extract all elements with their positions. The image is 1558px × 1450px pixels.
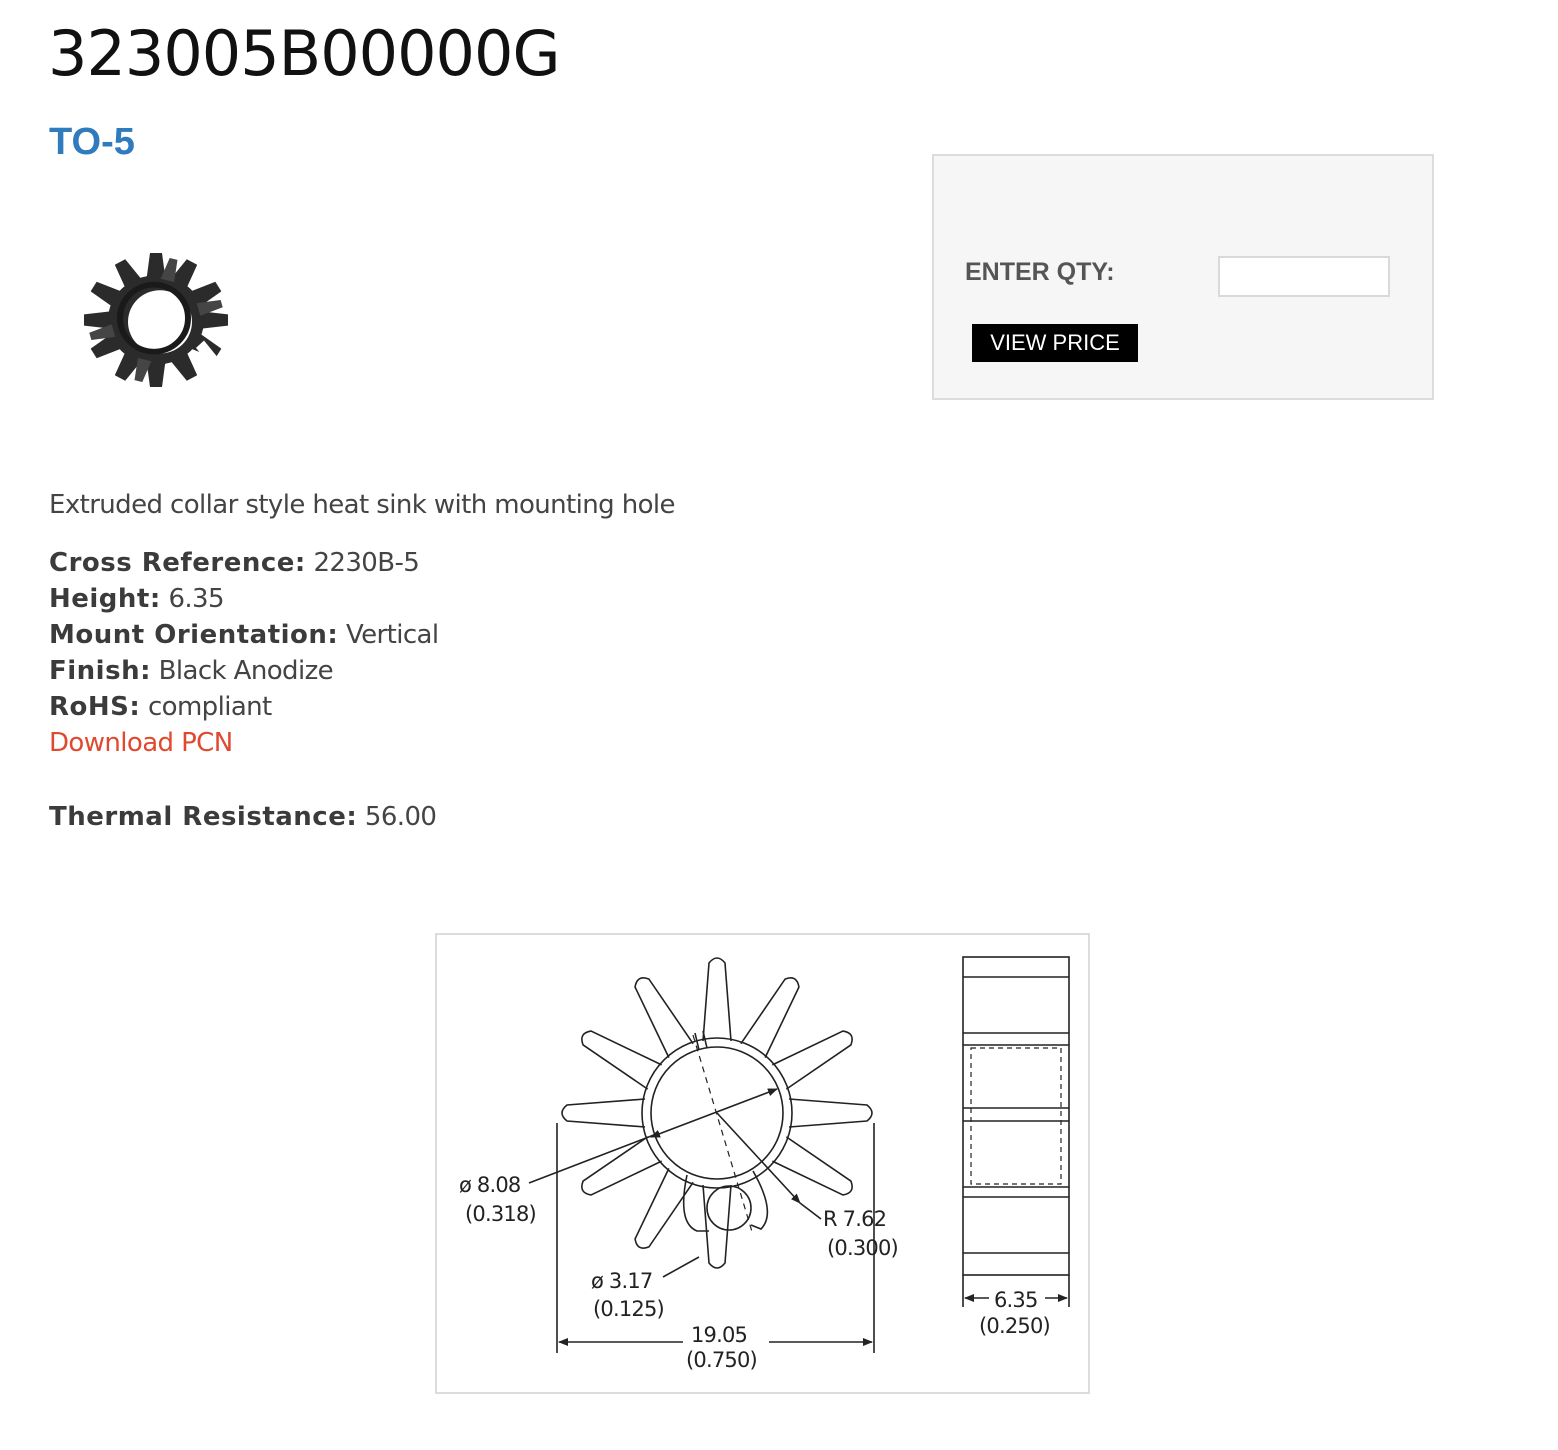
dim-hole-dia-in: (0.125)	[593, 1297, 664, 1321]
spec-value: 6.35	[168, 584, 224, 614]
spec-label: Mount Orientation:	[49, 620, 339, 650]
spec-value: Vertical	[345, 620, 439, 650]
spec-value: Black Anodize	[158, 656, 334, 686]
spec-value: 56.00	[364, 802, 437, 832]
dim-width-in: (0.750)	[686, 1348, 757, 1372]
spec-thermal-resistance	[49, 799, 436, 835]
dim-collar-dia-in: (0.318)	[465, 1202, 536, 1226]
dim-height: 6.35	[994, 1288, 1038, 1312]
technical-drawing-svg	[437, 935, 1092, 1396]
heat-sink-photo	[48, 206, 268, 431]
part-number-title: 323005B00000G	[48, 17, 560, 90]
spec-rohs	[49, 689, 439, 725]
spec-label: RoHS:	[49, 692, 141, 722]
dim-radius-in: (0.300)	[827, 1236, 898, 1260]
download-pcn-link[interactable]: Download PCN	[49, 728, 233, 758]
spec-list	[49, 545, 439, 761]
product-description: Extruded collar style heat sink with mounting hole	[49, 490, 675, 520]
spec-value: 2230B-5	[313, 548, 420, 578]
spec-label: Height:	[49, 584, 161, 614]
package-type: TO-5	[49, 121, 135, 163]
dim-collar-dia: ø 8.08	[459, 1173, 521, 1197]
download-row	[49, 725, 439, 761]
spec-label: Finish:	[49, 656, 151, 686]
spec-value: compliant	[147, 692, 272, 722]
qty-label: ENTER QTY:	[965, 258, 1115, 286]
dim-height-in: (0.250)	[979, 1314, 1050, 1338]
spec-mount-orientation	[49, 617, 439, 653]
spec-cross-reference	[49, 545, 439, 581]
dim-radius: R 7.62	[823, 1207, 887, 1231]
qty-input[interactable]	[1218, 256, 1390, 297]
spec-finish	[49, 653, 439, 689]
technical-drawing	[435, 933, 1090, 1394]
heat-sink-photo-icon	[48, 206, 268, 431]
view-price-button[interactable]: VIEW PRICE	[972, 324, 1138, 362]
spec-label: Thermal Resistance:	[49, 802, 358, 832]
spec-height	[49, 581, 439, 617]
dim-width: 19.05	[691, 1323, 748, 1347]
spec-label: Cross Reference:	[49, 548, 306, 578]
dim-hole-dia: ø 3.17	[591, 1269, 653, 1293]
price-panel	[932, 154, 1434, 400]
